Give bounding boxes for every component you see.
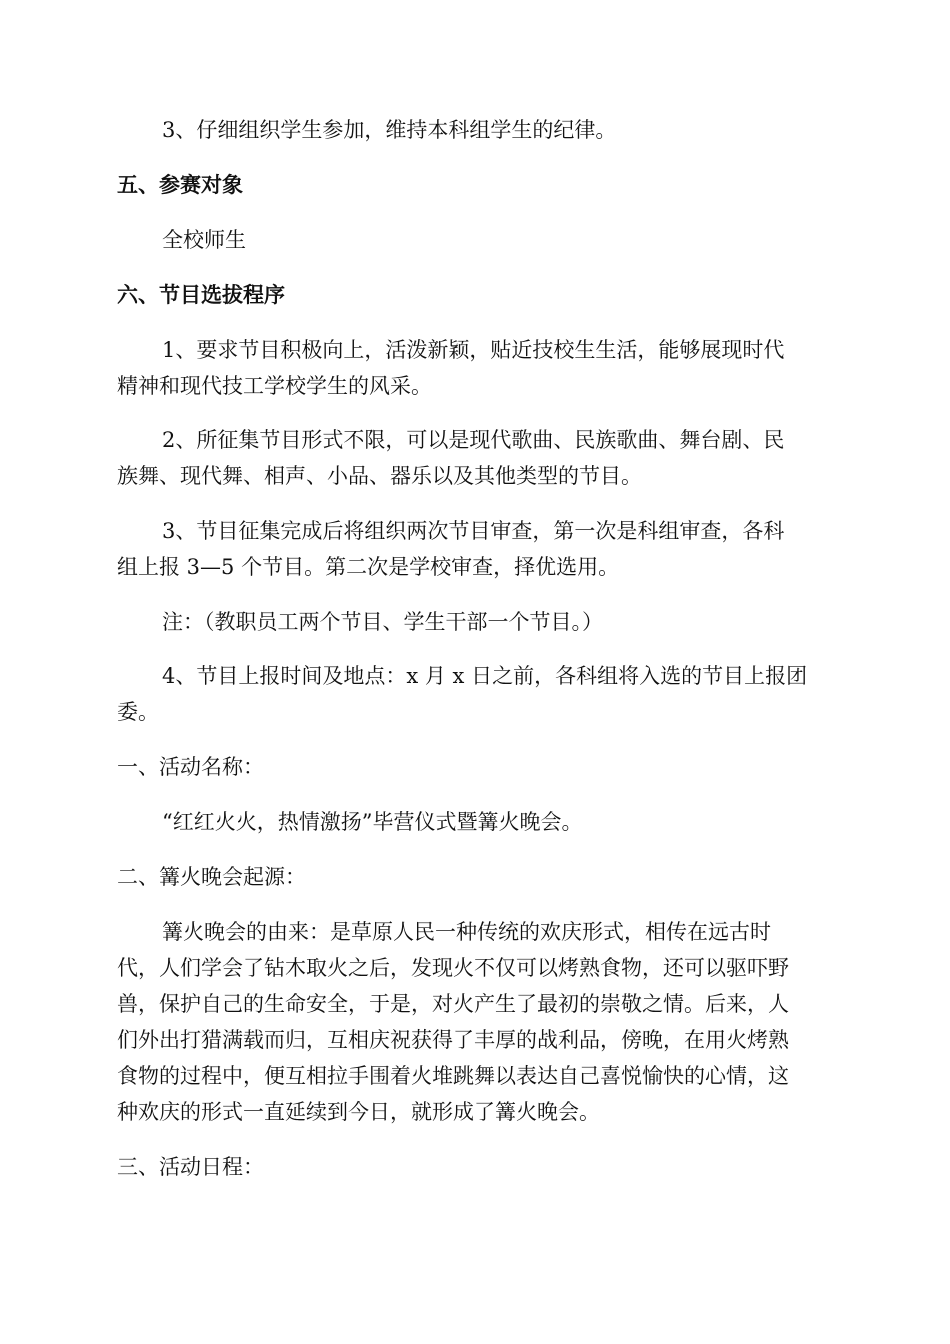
selection-item-3-line-2: 组上报 3—5 个节目。第二次是学校审查，择优选用。 xyxy=(117,555,620,579)
origin-paragraph-line-5: 食物的过程中，便互相拉手围着火堆跳舞以表达自己喜悦愉快的心情，这 xyxy=(117,1064,789,1088)
selection-item-2-line-1: 2、所征集节目形式不限，可以是现代歌曲、民族歌曲、舞台剧、民 xyxy=(162,428,785,452)
section-heading-participants: 五、参赛对象 xyxy=(117,173,243,197)
selection-item-2-line-2: 族舞、现代舞、相声、小品、器乐以及其他类型的节目。 xyxy=(117,464,642,488)
item-3-discipline: 3、仔细组织学生参加，维持本科组学生的纪律。 xyxy=(162,118,617,142)
selection-item-1-line-1: 1、要求节目积极向上，活泼新颖，贴近技校生生活，能够展现时代 xyxy=(162,338,785,362)
origin-paragraph-line-3: 兽，保护自己的生命安全，于是，对火产生了最初的崇敬之情。后来，人 xyxy=(117,992,789,1016)
section-heading-schedule: 三、活动日程： xyxy=(117,1155,264,1179)
selection-item-1-line-2: 精神和现代技工学校学生的风采。 xyxy=(117,374,432,398)
activity-name-text: “红红火火，热情激扬”毕营仪式暨篝火晚会。 xyxy=(162,810,583,834)
selection-item-4-line-1: 4、节目上报时间及地点：x 月 x 日之前，各科组将入选的节目上报团 xyxy=(162,664,808,688)
section-heading-selection: 六、节目选拔程序 xyxy=(117,283,285,307)
selection-item-4-line-2: 委。 xyxy=(117,700,159,724)
section-heading-activity-name: 一、活动名称： xyxy=(117,755,264,779)
origin-paragraph-line-4: 们外出打猎满载而归，互相庆祝获得了丰厚的战利品，傍晚，在用火烤熟 xyxy=(117,1028,789,1052)
selection-item-3-line-1: 3、节目征集完成后将组织两次节目审查，第一次是科组审查，各科 xyxy=(162,519,785,543)
participants-text: 全校师生 xyxy=(162,228,246,252)
origin-paragraph-line-1: 篝火晚会的由来：是草原人民一种传统的欢庆形式，相传在远古时 xyxy=(162,920,771,944)
selection-note: 注：（教职员工两个节目、学生干部一个节目。） xyxy=(162,610,603,634)
origin-paragraph-line-6: 种欢庆的形式一直延续到今日，就形成了篝火晚会。 xyxy=(117,1100,600,1124)
section-heading-bonfire-origin: 二、篝火晚会起源： xyxy=(117,865,306,889)
origin-paragraph-line-2: 代，人们学会了钻木取火之后，发现火不仅可以烤熟食物，还可以驱吓野 xyxy=(117,956,789,980)
